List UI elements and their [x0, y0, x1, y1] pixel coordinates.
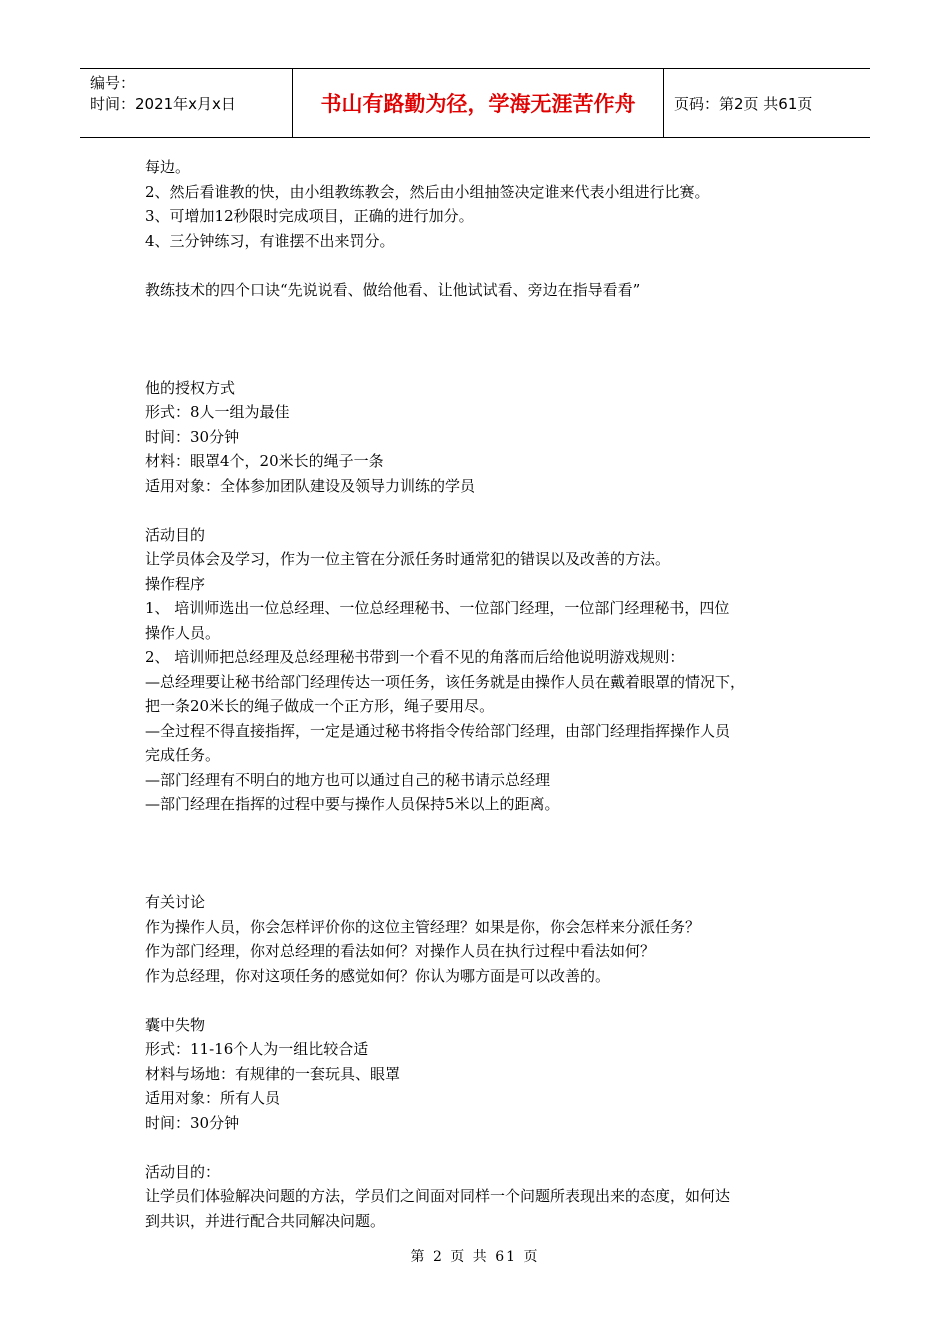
- section-title: 操作程序: [145, 574, 206, 593]
- text-line: 1、 培训师选出一位总经理、一位总经理秘书、一位部门经理，一位部门经理秘书，四位: [145, 599, 730, 617]
- text-line: 每边。: [145, 158, 191, 176]
- text-line: 让学员体会及学习，作为一位主管在分派任务时通常犯的错误以及改善的方法。: [145, 550, 671, 568]
- section-title: 他的授权方式: [145, 378, 236, 397]
- section-title: 活动目的: [145, 525, 206, 544]
- text-line: —部门经理有不明白的地方也可以通过自己的秘书请示总经理: [145, 770, 551, 789]
- text-line: 形式：8人一组为最佳: [145, 403, 290, 421]
- text-line: 操作人员。: [145, 623, 221, 642]
- header-page-code: 页码：第2页 共61页: [674, 94, 813, 113]
- section-title: 活动目的：: [145, 1162, 221, 1181]
- header-motto: 书山有路勤为径，学海无涯苦作舟: [293, 69, 664, 137]
- text-line: 适用对象：所有人员: [145, 1089, 281, 1107]
- time-label: 时间：2021年x月x日: [90, 95, 236, 113]
- section-title: 有关讨论: [145, 893, 206, 911]
- text-line: 到共识，并进行配合共同解决问题。: [145, 1211, 386, 1230]
- text-line: 作为总经理，你对这项任务的感觉如何？你认为哪方面是可以改善的。: [145, 966, 611, 985]
- text-line: —部门经理在指挥的过程中要与操作人员保持5米以上的距离。: [145, 795, 560, 813]
- page-footer: 第 2 页 共 61 页: [410, 1249, 540, 1265]
- text-line: 材料与场地：有规律的一套玩具、眼罩: [145, 1064, 401, 1083]
- text-line: 教练技术的四个口诀“先说说看、做给他看、让他试试看、旁边在指导看看”: [145, 280, 641, 299]
- text-line: 3、可增加12秒限时完成项目，正确的进行加分。: [145, 207, 474, 225]
- text-line: —总经理要让秘书给部门经理传达一项任务，该任务就是由操作人员在戴着眼罩的情况下，: [145, 672, 746, 691]
- text-line: 4、三分钟练习，有谁摆不出来罚分。: [145, 231, 395, 250]
- text-line: 2、 培训师把总经理及总经理秘书带到一个看不见的角落而后给他说明游戏规则：: [145, 648, 685, 666]
- text-line: 适用对象：全体参加团队建设及领导力训练的学员: [145, 476, 476, 495]
- text-line: 作为部门经理，你对总经理的看法如何？对操作人员在执行过程中看法如何？: [145, 942, 656, 960]
- section-title: 囊中失物: [145, 1015, 206, 1034]
- text-line: 2、然后看谁教的快，由小组教练教会，然后由小组抽签决定谁来代表小组进行比赛。: [145, 182, 710, 201]
- text-line: 把一条20米长的绳子做成一个正方形，绳子要用尽。: [145, 697, 495, 715]
- text-line: 时间：30分钟: [145, 1113, 240, 1132]
- page-header: [80, 68, 870, 138]
- document-body: [145, 155, 820, 1233]
- text-line: 时间：30分钟: [145, 427, 240, 446]
- text-line: 作为操作人员，你会怎样评价你的这位主管经理？如果是你，你会怎样来分派任务？: [145, 917, 701, 936]
- text-line: 让学员们体验解决问题的方法，学员们之间面对同样一个问题所表现出来的态度，如何达: [145, 1187, 731, 1205]
- text-line: —全过程不得直接指挥，一定是通过秘书将指令传给部门经理，由部门经理指挥操作人员: [145, 721, 731, 740]
- text-line: 形式：11-16个人为一组比较合适: [145, 1040, 369, 1058]
- serial-label: 编号：: [90, 74, 136, 92]
- header-meta: [80, 69, 293, 137]
- text-line: 完成任务。: [145, 746, 221, 764]
- text-line: 材料：眼罩4个，20米长的绳子一条: [145, 452, 384, 470]
